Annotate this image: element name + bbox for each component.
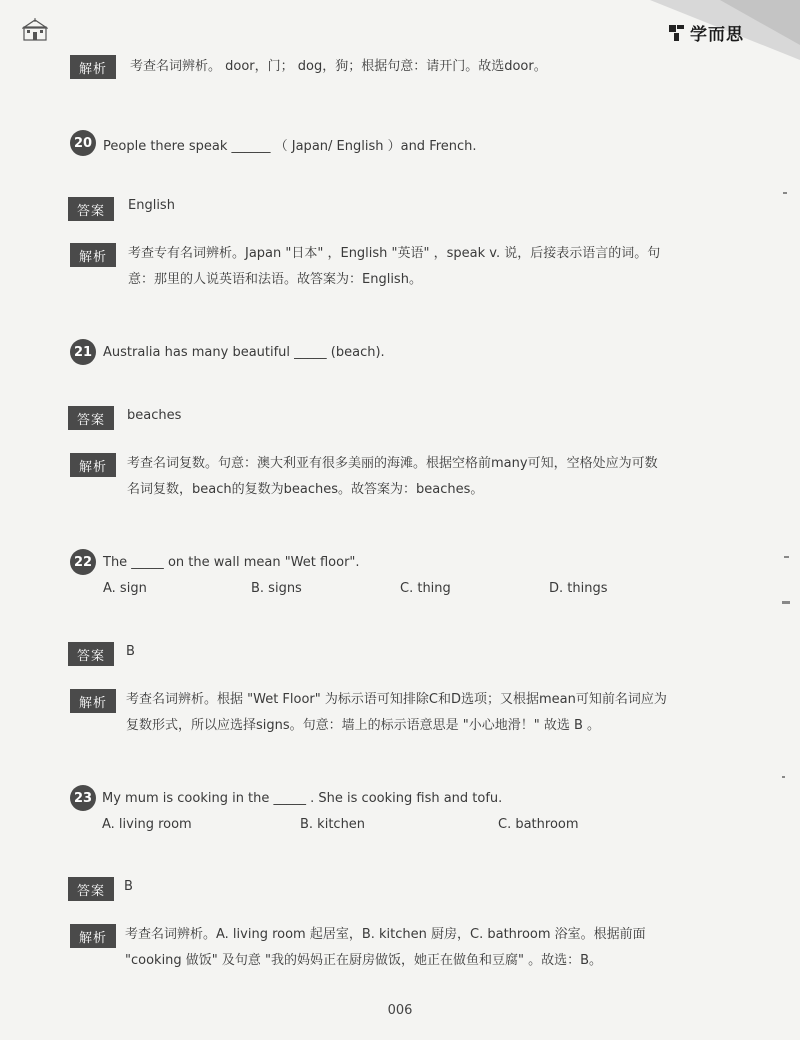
analysis-text: 考查名词辨析。 door，门； dog，狗；根据句意：请开门。故选door。: [130, 59, 547, 74]
analysis-tag: 解析: [70, 243, 116, 267]
question-text: My mum is cooking in the _____ . She is cooking fish and tofu.: [102, 791, 503, 806]
analysis-line: 意：那里的人说英语和法语。故答案为：English。: [128, 272, 422, 287]
brand-name: 学而思: [690, 25, 744, 45]
analysis-line: 复数形式，所以应选择signs。句意：墙上的标示语意思是 "小心地滑！" 故选 B 。: [126, 718, 601, 733]
analysis-line: "cooking 做饭" 及句意 "我的妈妈正在厨房做饭，她正在做鱼和豆腐" 。故选：B。: [125, 953, 603, 968]
analysis-line: 名词复数，beach的复数为beaches。故答案为：beaches。: [127, 482, 484, 497]
school-building-icon: [22, 18, 48, 42]
question-text: Australia has many beautiful _____ (beach).: [103, 345, 385, 360]
answer-text: B: [126, 644, 135, 659]
question-number-badge: 23: [70, 785, 96, 811]
scan-speck: [784, 556, 789, 558]
option-a: A. living room: [102, 817, 192, 832]
answer-tag: 答案: [68, 197, 114, 221]
analysis-line: 考查名词辨析。A. living room 起居室，B. kitchen 厨房，C. bathroom 浴室。根据前面: [125, 927, 646, 942]
analysis-line: 考查名词复数。句意：澳大利亚有很多美丽的海滩。根据空格前many可知，空格处应为可数: [127, 456, 658, 471]
question-text: People there speak ______ （ Japan/ English ）and French.: [103, 139, 477, 154]
question-number-badge: 22: [70, 549, 96, 575]
answer-text: English: [128, 198, 175, 213]
page-number: 006: [387, 1003, 413, 1018]
analysis-tag: 解析: [70, 453, 116, 477]
brand-logo: [668, 20, 744, 45]
answer-tag: 答案: [68, 642, 114, 666]
answer-text: B: [124, 879, 133, 894]
analysis-tag: 解析: [70, 689, 116, 713]
analysis-tag: 解析: [70, 924, 116, 948]
scan-speck: [783, 192, 787, 194]
option-b: B. kitchen: [300, 817, 366, 832]
option-d: D. things: [549, 581, 608, 596]
option-b: B. signs: [251, 581, 302, 596]
option-c: C. bathroom: [498, 817, 579, 832]
brand-mark-icon: [668, 23, 686, 43]
scan-speck: [782, 776, 785, 778]
option-c: C. thing: [400, 581, 451, 596]
analysis-line: 考查名词辨析。根据 "Wet Floor" 为标示语可知排除C和D选项；又根据mean可知前名词应为: [126, 692, 667, 707]
question-number-badge: 20: [70, 130, 96, 156]
option-a: A. sign: [103, 581, 147, 596]
analysis-line: 考查专有名词辨析。Japan "日本" ，English "英语" ，speak v. 说，后接表示语言的词。句: [128, 246, 661, 261]
question-number-badge: 21: [70, 339, 96, 365]
scan-speck: [782, 601, 790, 604]
analysis-tag: 解析: [70, 55, 116, 79]
answer-tag: 答案: [68, 877, 114, 901]
question-text: The _____ on the wall mean "Wet floor".: [103, 555, 360, 570]
answer-tag: 答案: [68, 406, 114, 430]
answer-text: beaches: [127, 408, 182, 423]
